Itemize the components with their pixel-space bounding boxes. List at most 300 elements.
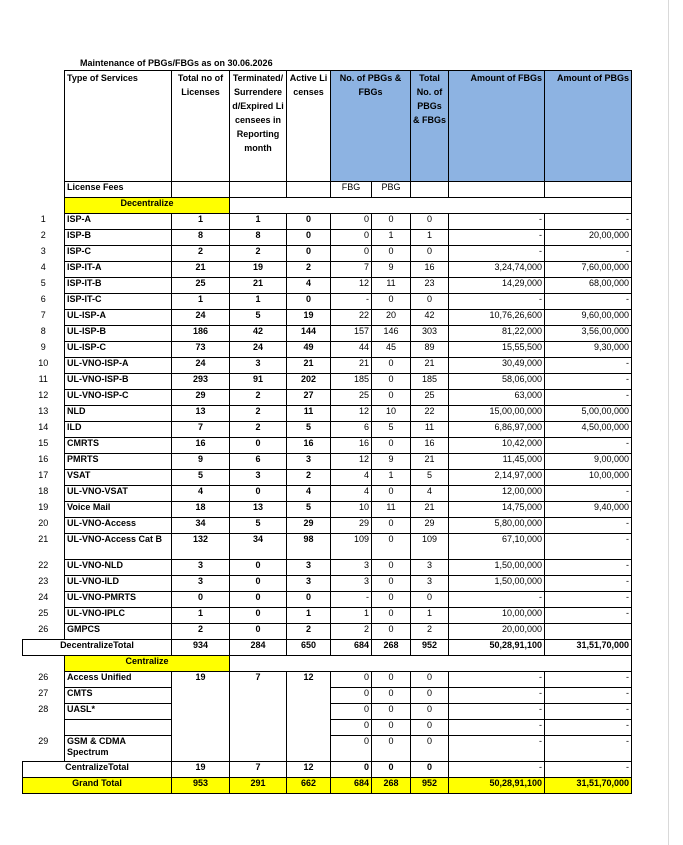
terminated-licenses: 1 — [230, 294, 287, 310]
total-licenses: 3 — [172, 560, 230, 576]
total-licenses: 13 — [172, 406, 230, 422]
active-licenses: 3 — [287, 560, 331, 576]
pbg-count: 0 — [372, 390, 411, 406]
fbg-count: 16 — [331, 438, 372, 454]
serial-number: 1 — [40, 213, 46, 224]
fbg-count: 3 — [331, 576, 372, 592]
total-pbg-fbg: 109 — [411, 534, 449, 560]
total-licenses: 16 — [172, 438, 230, 454]
service-name: ISP-C — [65, 246, 172, 262]
decentralize-total-term: 284 — [230, 640, 287, 656]
serial-number: 10 — [38, 357, 49, 368]
fbg-count: - — [331, 294, 372, 310]
fbg-count: 6 — [331, 422, 372, 438]
table-row — [23, 608, 632, 624]
total-pbg-fbg: 16 — [411, 262, 449, 278]
active-licenses: 2 — [287, 262, 331, 278]
total-pbg-fbg: 0 — [411, 294, 449, 310]
terminated-licenses: 2 — [230, 390, 287, 406]
pbg-count: 0 — [372, 576, 411, 592]
terminated-licenses: 24 — [230, 342, 287, 358]
terminated-licenses: 21 — [230, 278, 287, 294]
amount-fbg: 58,06,000 — [449, 374, 545, 390]
centralize-total-amount-fbg: - — [449, 762, 545, 778]
table-row — [23, 624, 632, 640]
amount-fbg: - — [449, 246, 545, 262]
service-name: UL-VNO-Access — [65, 518, 172, 534]
grand-total-pbg: 268 — [372, 778, 411, 794]
total-licenses: 73 — [172, 342, 230, 358]
total-pbg-fbg: 21 — [411, 454, 449, 470]
centralize-total-term: 7 — [230, 762, 287, 778]
amount-pbg: - — [545, 294, 632, 310]
serial-number: 23 — [38, 575, 49, 586]
amount-pbg: - — [545, 486, 632, 502]
fbg-count: 109 — [331, 534, 372, 560]
terminated-licenses: 3 — [230, 358, 287, 374]
table-row — [23, 214, 632, 230]
active-licenses: 49 — [287, 342, 331, 358]
fbg-count: 44 — [331, 342, 372, 358]
amount-fbg: - — [449, 592, 545, 608]
service-name — [65, 720, 172, 736]
amount-fbg: 15,55,500 — [449, 342, 545, 358]
centralize-total-tot: 0 — [411, 762, 449, 778]
amount-pbg: - — [545, 358, 632, 374]
terminated-licenses: 3 — [230, 470, 287, 486]
amount-pbg: - — [545, 390, 632, 406]
amount-pbg: - — [545, 438, 632, 454]
fbg-count: 22 — [331, 310, 372, 326]
service-name: VSAT — [65, 470, 172, 486]
total-pbg-fbg: 2 — [411, 624, 449, 640]
table-row — [23, 592, 632, 608]
total-licenses: 4 — [172, 486, 230, 502]
terminated-licenses: 34 — [230, 534, 287, 560]
total-pbg-fbg: 5 — [411, 470, 449, 486]
amount-fbg: 1,50,00,000 — [449, 560, 545, 576]
table-row — [23, 278, 632, 294]
total-pbg-fbg: 1 — [411, 230, 449, 246]
serial-number: 14 — [38, 421, 49, 432]
serial-number: 25 — [38, 607, 49, 618]
amount-pbg: - — [545, 374, 632, 390]
amount-pbg — [545, 624, 632, 640]
serial-number: 9 — [40, 341, 46, 352]
centralize-active: 12 — [287, 672, 331, 762]
fbg-count: 0 — [331, 736, 372, 762]
pbg-count: 0 — [372, 438, 411, 454]
fbg-count: 12 — [331, 406, 372, 422]
amount-pbg: 9,30,000 — [545, 342, 632, 358]
pbg-count: 0 — [372, 608, 411, 624]
total-licenses: 24 — [172, 310, 230, 326]
total-pbg-fbg: 0 — [411, 720, 449, 736]
amount-pbg: - — [545, 736, 632, 762]
centralize-total: 19 — [172, 672, 230, 762]
header-row — [23, 71, 632, 182]
amount-fbg: - — [449, 736, 545, 762]
centralize-total-total: 19 — [172, 762, 230, 778]
serial-number: 16 — [38, 453, 49, 464]
decentralize-total-tot: 952 — [411, 640, 449, 656]
table-row — [23, 672, 632, 688]
total-pbg-fbg: 21 — [411, 358, 449, 374]
service-name: UL-ISP-B — [65, 326, 172, 342]
table-row — [23, 406, 632, 422]
amount-pbg: 9,60,00,000 — [545, 310, 632, 326]
active-licenses: 2 — [287, 470, 331, 486]
amount-pbg: 9,00,000 — [545, 454, 632, 470]
table-row — [23, 576, 632, 592]
pbg-count: 0 — [372, 704, 411, 720]
pbg-count: 9 — [372, 454, 411, 470]
total-pbg-fbg: 3 — [411, 576, 449, 592]
total-pbg-fbg: 0 — [411, 214, 449, 230]
amount-fbg: 81,22,000 — [449, 326, 545, 342]
terminated-licenses: 91 — [230, 374, 287, 390]
centralize-total-amount-pbg: - — [545, 762, 632, 778]
centralize-total-active: 12 — [287, 762, 331, 778]
header-total-licenses: Total no of Licenses — [172, 71, 230, 182]
serial-number: 5 — [40, 277, 46, 288]
table-row — [23, 358, 632, 374]
active-licenses: 0 — [287, 230, 331, 246]
fbg-count: 4 — [331, 486, 372, 502]
service-name: UL-VNO-Access Cat B — [65, 534, 172, 560]
section-decentralize-label: Decentralize — [65, 198, 230, 214]
serial-number: 6 — [40, 293, 46, 304]
amount-fbg: 5,80,00,000 — [449, 518, 545, 534]
total-licenses: 21 — [172, 262, 230, 278]
page-edge-line — [668, 0, 669, 845]
amount-fbg: 20,00,000 — [449, 624, 545, 640]
service-name: UL-VNO-ILD — [65, 576, 172, 592]
terminated-licenses: 6 — [230, 454, 287, 470]
pbg-count: 5 — [372, 422, 411, 438]
amount-fbg: 10,00,000 — [449, 608, 545, 624]
total-pbg-fbg: 0 — [411, 688, 449, 704]
total-licenses: 2 — [172, 246, 230, 262]
service-name: UL-VNO-NLD — [65, 560, 172, 576]
service-name: UL-ISP-A — [65, 310, 172, 326]
fbg-count: 0 — [331, 720, 372, 736]
amount-fbg: - — [449, 720, 545, 736]
pbg-count: 10 — [372, 406, 411, 422]
header-amount-fbgs: Amount of FBGs — [449, 71, 545, 182]
serial-number: 18 — [38, 485, 49, 496]
decentralize-total-amount-pbg: 31,51,70,000 — [545, 640, 632, 656]
grand-total-tot: 952 — [411, 778, 449, 794]
fbg-count: 29 — [331, 518, 372, 534]
service-name: UL-VNO-PMRTS — [65, 592, 172, 608]
fbg-count: 0 — [331, 246, 372, 262]
terminated-licenses: 0 — [230, 560, 287, 576]
centralize-total-pbg: 0 — [372, 762, 411, 778]
decentralize-total-fbg: 684 — [331, 640, 372, 656]
table-row — [23, 326, 632, 342]
total-pbg-fbg: 0 — [411, 672, 449, 688]
active-licenses: 4 — [287, 486, 331, 502]
total-licenses: 1 — [172, 294, 230, 310]
section-decentralize — [23, 198, 632, 214]
serial-number: 13 — [38, 405, 49, 416]
amount-pbg: 20,00,000 — [545, 230, 632, 246]
active-licenses: 144 — [287, 326, 331, 342]
table-row — [23, 294, 632, 310]
pbg-count: 1 — [372, 470, 411, 486]
fbg-count: 21 — [331, 358, 372, 374]
table-row — [23, 502, 632, 518]
fbg-count: 0 — [331, 704, 372, 720]
service-name: UL-VNO-VSAT — [65, 486, 172, 502]
active-licenses: 0 — [287, 592, 331, 608]
pbg-count: 0 — [372, 688, 411, 704]
serial-number: 28 — [38, 703, 49, 714]
amount-fbg: 67,10,000 — [449, 534, 545, 560]
total-licenses: 186 — [172, 326, 230, 342]
total-licenses: 1 — [172, 608, 230, 624]
serial-number: 8 — [40, 325, 46, 336]
terminated-licenses: 1 — [230, 214, 287, 230]
amount-pbg: 4,50,00,000 — [545, 422, 632, 438]
header-active: Active Licenses — [287, 71, 331, 182]
serial-number: 3 — [40, 245, 46, 256]
pbg-fbg-table — [22, 70, 632, 794]
active-licenses: 5 — [287, 422, 331, 438]
amount-pbg: - — [545, 608, 632, 624]
fbg-count: 12 — [331, 454, 372, 470]
active-licenses: 0 — [287, 246, 331, 262]
total-licenses: 293 — [172, 374, 230, 390]
amount-pbg: 10,00,000 — [545, 470, 632, 486]
grand-total-active: 662 — [287, 778, 331, 794]
section-centralize — [23, 656, 632, 672]
fbg-count: 25 — [331, 390, 372, 406]
total-pbg-fbg: 21 — [411, 502, 449, 518]
grand-total-term: 291 — [230, 778, 287, 794]
active-licenses: 21 — [287, 358, 331, 374]
amount-pbg: - — [545, 704, 632, 720]
active-licenses: 0 — [287, 214, 331, 230]
pbg-count: 0 — [372, 486, 411, 502]
table-row — [23, 230, 632, 246]
serial-number: 11 — [38, 373, 48, 384]
serial-number: 21 — [38, 533, 49, 544]
serial-number: 19 — [38, 501, 49, 512]
amount-fbg: 10,76,26,600 — [449, 310, 545, 326]
amount-fbg: 11,45,000 — [449, 454, 545, 470]
amount-pbg: - — [545, 214, 632, 230]
amount-fbg: 14,75,000 — [449, 502, 545, 518]
service-name: Access Unified — [65, 672, 172, 688]
centralize-total-fbg: 0 — [331, 762, 372, 778]
subheader-pbg: PBG — [372, 182, 411, 198]
amount-fbg: - — [449, 688, 545, 704]
amount-fbg: - — [449, 294, 545, 310]
table-row — [23, 518, 632, 534]
amount-pbg: - — [545, 720, 632, 736]
pbg-count: 0 — [372, 736, 411, 762]
table-row — [23, 374, 632, 390]
service-name: UL-ISP-C — [65, 342, 172, 358]
serial-number: 24 — [38, 591, 49, 602]
amount-fbg: 3,24,74,000 — [449, 262, 545, 278]
total-licenses: 1 — [172, 214, 230, 230]
pbg-count: 0 — [372, 672, 411, 688]
pbg-count: 11 — [372, 278, 411, 294]
subheader-fbg: FBG — [331, 182, 372, 198]
table-row — [23, 390, 632, 406]
amount-fbg: 63,000 — [449, 390, 545, 406]
service-name: ISP-B — [65, 230, 172, 246]
table-row — [23, 470, 632, 486]
serial-number: 26 — [38, 623, 49, 634]
total-licenses: 25 — [172, 278, 230, 294]
table-row — [23, 342, 632, 358]
serial-number: 26 — [38, 671, 49, 682]
serial-number — [23, 720, 65, 736]
table-row — [23, 454, 632, 470]
amount-fbg: 12,00,000 — [449, 486, 545, 502]
pbg-count: 20 — [372, 310, 411, 326]
centralize-term: 7 — [230, 672, 287, 762]
amount-fbg: 6,86,97,000 — [449, 422, 545, 438]
active-licenses: 202 — [287, 374, 331, 390]
amount-fbg: 2,14,97,000 — [449, 470, 545, 486]
amount-fbg: - — [449, 704, 545, 720]
fbg-count: 0 — [331, 672, 372, 688]
total-licenses: 3 — [172, 576, 230, 592]
fbg-count: 7 — [331, 262, 372, 278]
total-pbg-fbg: 0 — [411, 246, 449, 262]
grand-total-row — [23, 778, 632, 794]
terminated-licenses: 0 — [230, 438, 287, 454]
subheader-row — [23, 182, 632, 198]
grand-total-total: 953 — [172, 778, 230, 794]
terminated-licenses: 2 — [230, 246, 287, 262]
table-row — [23, 310, 632, 326]
active-licenses: 11 — [287, 406, 331, 422]
total-pbg-fbg: 0 — [411, 592, 449, 608]
total-pbg-fbg: 0 — [411, 704, 449, 720]
active-licenses: 19 — [287, 310, 331, 326]
total-licenses: 132 — [172, 534, 230, 560]
pbg-count: 0 — [372, 214, 411, 230]
active-licenses: 2 — [287, 624, 331, 640]
decentralize-total-amount-fbg: 50,28,91,100 — [449, 640, 545, 656]
table-row — [23, 534, 632, 560]
amount-fbg: 10,42,000 — [449, 438, 545, 454]
amount-fbg: 1,50,00,000 — [449, 576, 545, 592]
serial-number: 20 — [38, 517, 49, 528]
table-row — [23, 560, 632, 576]
terminated-licenses: 0 — [230, 624, 287, 640]
fbg-count: 0 — [331, 214, 372, 230]
fbg-count: 12 — [331, 278, 372, 294]
header-terminated: Terminated/Surrendered/Expired Licensees in Reporting month — [230, 71, 287, 182]
pbg-count: 9 — [372, 262, 411, 278]
pbg-count: 0 — [372, 720, 411, 736]
terminated-licenses: 42 — [230, 326, 287, 342]
serial-number: 7 — [40, 309, 46, 320]
service-name: GSM & CDMA Spectrum — [65, 736, 172, 762]
pbg-count: 0 — [372, 534, 411, 560]
total-pbg-fbg: 42 — [411, 310, 449, 326]
total-pbg-fbg: 29 — [411, 518, 449, 534]
terminated-licenses: 8 — [230, 230, 287, 246]
serial-number: 2 — [40, 229, 46, 240]
service-name: ILD — [65, 422, 172, 438]
total-pbg-fbg: 4 — [411, 486, 449, 502]
amount-pbg: - — [545, 518, 632, 534]
fbg-count: - — [331, 592, 372, 608]
total-pbg-fbg: 11 — [411, 422, 449, 438]
active-licenses: 5 — [287, 502, 331, 518]
amount-fbg: 14,29,000 — [449, 278, 545, 294]
amount-pbg: 5,00,00,000 — [545, 406, 632, 422]
pbg-count: 0 — [372, 294, 411, 310]
active-licenses: 3 — [287, 454, 331, 470]
serial-number: 17 — [38, 469, 49, 480]
total-pbg-fbg: 89 — [411, 342, 449, 358]
total-pbg-fbg: 16 — [411, 438, 449, 454]
service-name: UL-VNO-ISP-A — [65, 358, 172, 374]
amount-pbg: 7,60,00,000 — [545, 262, 632, 278]
terminated-licenses: 2 — [230, 422, 287, 438]
pbg-count: 0 — [372, 592, 411, 608]
terminated-licenses: 0 — [230, 486, 287, 502]
terminated-licenses: 0 — [230, 592, 287, 608]
fbg-count: 0 — [331, 230, 372, 246]
total-licenses: 8 — [172, 230, 230, 246]
amount-pbg: - — [545, 246, 632, 262]
service-name: CMTS — [65, 688, 172, 704]
service-name: UL-VNO-ISP-C — [65, 390, 172, 406]
service-name: UL-VNO-ISP-B — [65, 374, 172, 390]
active-licenses: 3 — [287, 576, 331, 592]
total-pbg-fbg: 23 — [411, 278, 449, 294]
amount-pbg: - — [545, 534, 632, 560]
header-amount-pbgs: Amount of PBGs — [545, 71, 632, 182]
pbg-count: 146 — [372, 326, 411, 342]
decentralize-total-row — [23, 640, 632, 656]
section-centralize-label: Centralize — [65, 656, 230, 672]
active-licenses: 16 — [287, 438, 331, 454]
centralize-total-row — [23, 762, 632, 778]
pbg-count: 0 — [372, 246, 411, 262]
amount-fbg: 15,00,00,000 — [449, 406, 545, 422]
active-licenses: 4 — [287, 278, 331, 294]
terminated-licenses: 0 — [230, 608, 287, 624]
decentralize-total-active: 650 — [287, 640, 331, 656]
fbg-count: 1 — [331, 608, 372, 624]
grand-total-label: Grand Total — [23, 778, 172, 794]
total-licenses: 7 — [172, 422, 230, 438]
total-pbg-fbg: 25 — [411, 390, 449, 406]
total-pbg-fbg: 185 — [411, 374, 449, 390]
terminated-licenses: 5 — [230, 518, 287, 534]
decentralize-total-total: 934 — [172, 640, 230, 656]
decentralize-total-pbg: 268 — [372, 640, 411, 656]
service-name: UASL* — [65, 704, 172, 720]
grand-total-amount-pbg: 31,51,70,000 — [545, 778, 632, 794]
header-type-of-services: Type of Services — [65, 71, 172, 182]
amount-pbg: - — [545, 688, 632, 704]
fbg-count: 185 — [331, 374, 372, 390]
amount-fbg: - — [449, 230, 545, 246]
terminated-licenses: 19 — [230, 262, 287, 278]
